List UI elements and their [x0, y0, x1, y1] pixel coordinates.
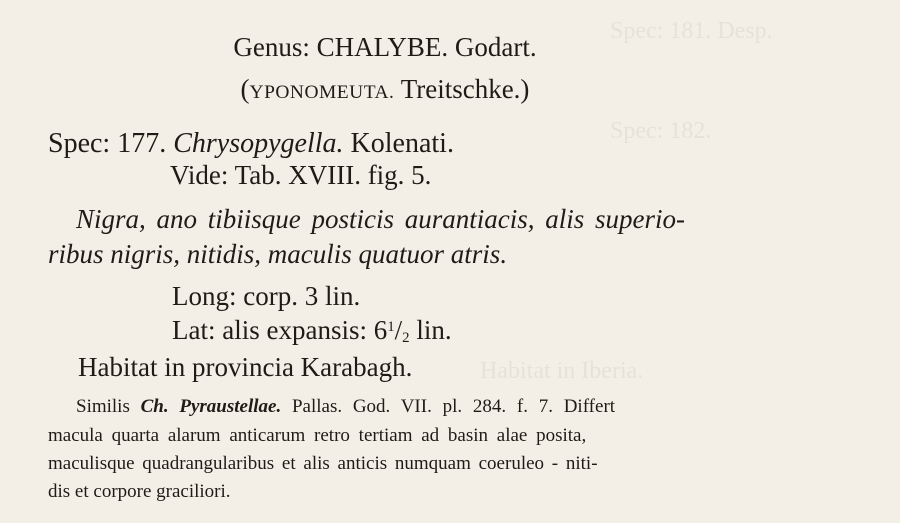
species-name: Chrysopygella. — [173, 128, 344, 159]
lat-suffix: lin. — [409, 315, 452, 345]
habitat-line: Habitat in provincia Karabagh. — [78, 352, 413, 382]
synonym-line — [0, 76, 770, 103]
note-similis: Similis — [76, 396, 130, 417]
note-line-2: macula quarta alarum anticarum retro tertiam ad basin alae posita, — [48, 425, 587, 446]
genus-heading: Genus: CHALYBE. Godart. — [233, 32, 537, 62]
spec-label: Spec: 177. — [48, 128, 167, 159]
diagnosis-line-1: Nigra, ano tibiisque posticis aurantiacis, alis superio- — [76, 204, 686, 234]
lat-numerator: 1 — [387, 318, 395, 335]
species-author: Kolenati. — [350, 128, 454, 159]
note-line-1 — [76, 397, 615, 416]
vide-reference: Vide: Tab. XVIII. fig. 5. — [170, 160, 432, 190]
synonym-open: ( — [240, 74, 250, 104]
lat-denominator: 2 — [402, 329, 410, 346]
bleed-through-text: Spec: 181. Desp. — [610, 18, 773, 44]
bleed-through-text: Spec: 182. — [610, 118, 712, 144]
note-rest: Pallas. God. VII. pl. 284. f. 7. Differt — [291, 396, 616, 417]
lat-prefix: Lat: alis expansis: 6 — [172, 315, 388, 345]
measurement-lat — [172, 317, 452, 346]
note-line-3: maculisque quadrangularibus et alis anticis numquam coeruleo - niti- — [48, 453, 598, 474]
synonym-author: Treitschke.) — [400, 74, 530, 104]
synonym-genus: YPONOMEUTA. — [249, 82, 395, 103]
note-species-ref: Ch. Pyraustellae. — [140, 396, 282, 417]
species-line — [48, 130, 454, 158]
diagnosis-line-2: ribus nigris, nitidis, maculis quatuor atris. — [48, 239, 508, 269]
measurement-long: Long: corp. 3 lin. — [172, 281, 361, 311]
bleed-through-text: Habitat in Iberia. — [480, 358, 644, 384]
lat-slash: / — [394, 315, 403, 345]
note-line-4: dis et corpore graciliori. — [48, 481, 231, 502]
